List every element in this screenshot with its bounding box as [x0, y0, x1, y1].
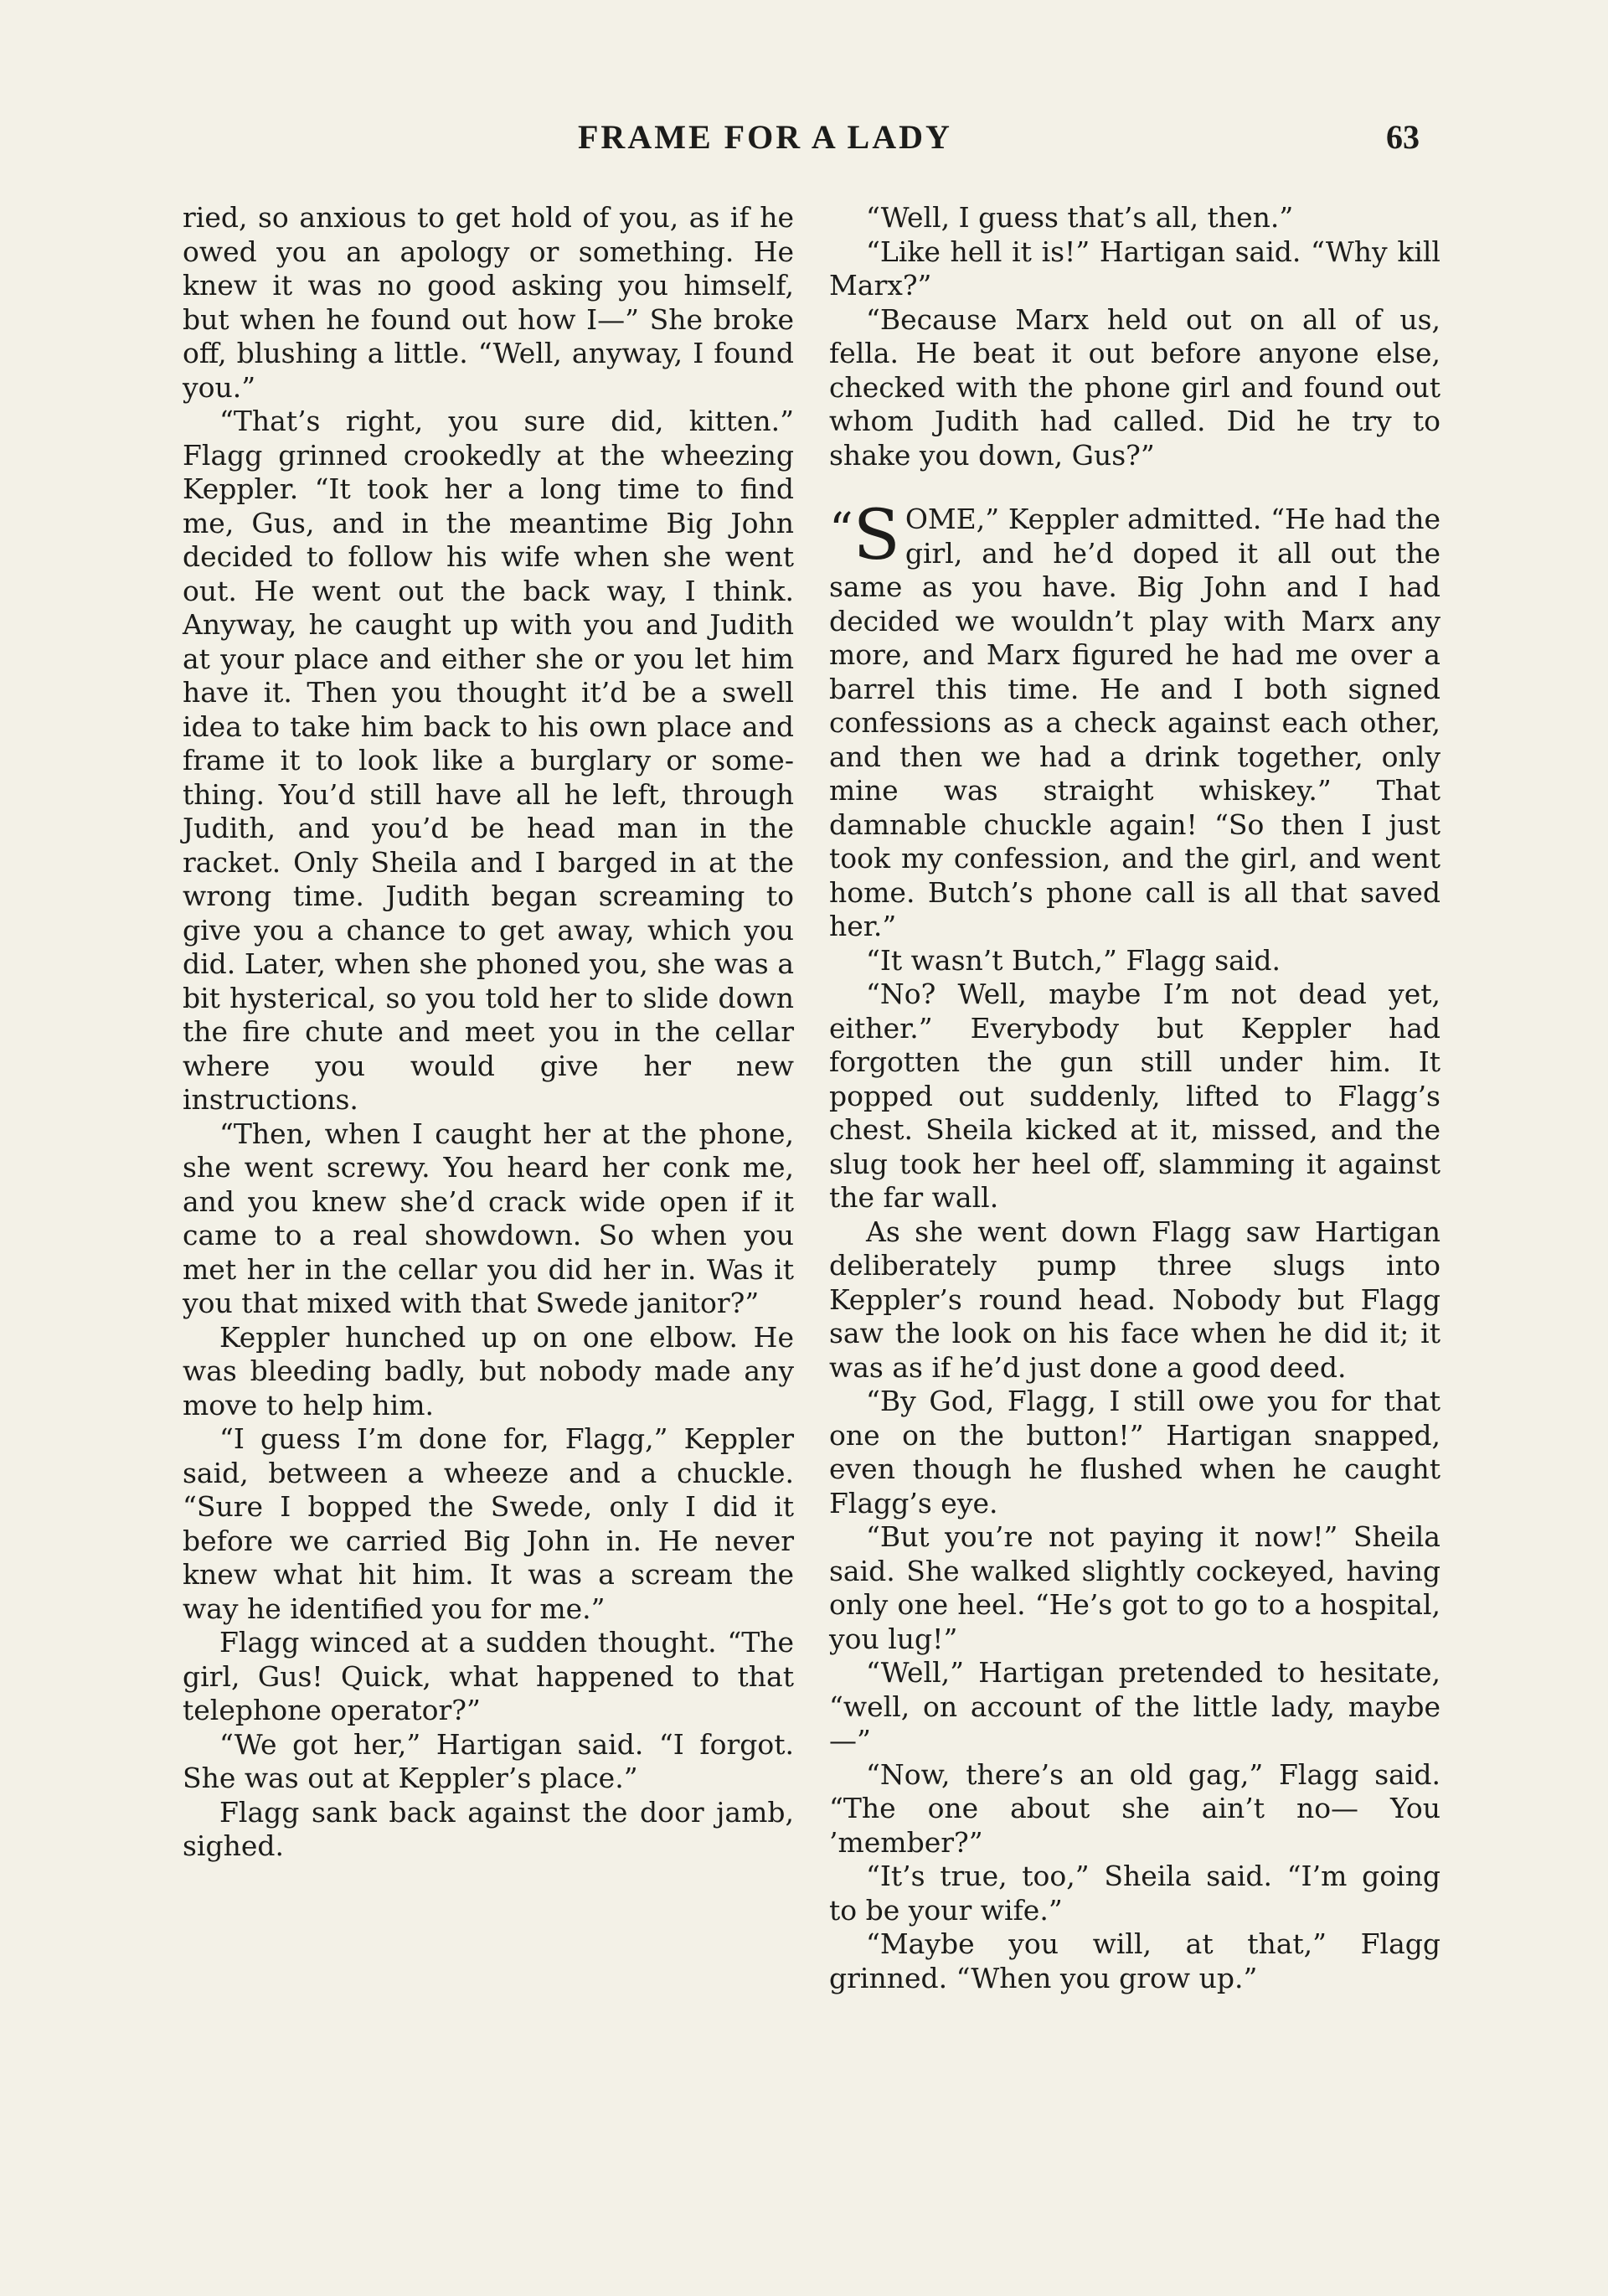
paragraph: “Then, when I caught her at the phone, she went screwy. You heard her conk me, and you knew she’d crack wide open if it came to a real showdown. So when you met her in the cellar you did her in. Was it you that mixed with that Swede janitor?”: [183, 1117, 794, 1319]
running-head: [0, 117, 1608, 168]
paragraph: “Maybe you will, at that,” Flagg grinned. “When you grow up.”: [829, 1927, 1440, 1994]
paragraph: “No? Well, maybe I’m not dead yet, either.” Everybody but Keppler had forgotten the gun still under him. It popped out suddenly, lifted to Flagg’s chest. Sheila kicked at it, missed, and the slug took her heel off, slamming it against the far wall.: [829, 978, 1440, 1214]
drop-cap: [829, 496, 900, 575]
paragraph: “We got her,” Hartigan said. “I forgot. She was out at Keppler’s place.”: [183, 1727, 794, 1794]
right-column: [829, 201, 1440, 1995]
paragraph: “Now, there’s an old gag,” Flagg said. “The one about she ain’t no— You ’member?”: [829, 1757, 1440, 1859]
paragraph: Keppler hunched up on one elbow. He was bleeding badly, but nobody made any move to help him.: [183, 1320, 794, 1421]
paragraph: “It’s true, too,” Sheila said. “I’m going to be your wife.”: [829, 1860, 1440, 1927]
paragraph: Flagg sank back against the door jamb, sighed.: [183, 1795, 794, 1862]
paragraph: “Well,” Hartigan pretended to hesitate, “well, on account of the little lady, maybe—”: [829, 1656, 1440, 1757]
paragraph: ried, so anxious to get hold of you, as if he owed you an apology or something. He knew it was no good asking you himself, but when he found out how I—” She broke off, blushing a little. “Well, anyway, I found you.”: [183, 201, 794, 404]
paragraph: “Because Marx held out on all of us, fella. He beat it out before anyone else, checked with the phone girl and found out whom Judith had called. Did he try to shake you down, Gus?”: [829, 302, 1440, 472]
section-opening-paragraph: [829, 496, 1440, 944]
paragraph: “But you’re not paying it now!” Sheila said. She walked slightly cockeyed, having only one heel. “He’s got to go to a hospital, you lug!”: [829, 1520, 1440, 1655]
paragraph: “Well, I guess that’s all, then.”: [866, 201, 1294, 234]
paragraph: As she went down Flagg saw Hartigan deliberately pump three slugs into Keppler’s round head. Nobody but Flagg saw the look on his face when he did it; it was as if he’d just done a good deed.: [829, 1215, 1440, 1384]
paragraph: “Like hell it is!” Hartigan said. “Why kill Marx?”: [829, 235, 1440, 302]
paragraph: Flagg winced at a sudden thought. “The girl, Gus! Quick, what happened to that telephone operator?”: [183, 1626, 794, 1726]
paragraph: “By God, Flagg, I still owe you for that one on the button!” Hartigan snapped, even though he flushed when he caught Flagg’s eye.: [829, 1385, 1440, 1519]
drop-cap-letter: S: [853, 496, 900, 575]
story-title: FRAME FOR A LADY: [578, 118, 952, 156]
paragraph: “I guess I’m done for, Flagg,” Keppler said, between a wheeze and a chuckle. “Sure I bopped the Swede, only I did it before we carried Big John in. He never knew what hit him. It was a scream the way he identified you for me.”: [183, 1422, 794, 1625]
drop-cap-quote: “: [829, 503, 853, 558]
paragraph: “That’s right, you sure did, kitten.” Flagg grinned crookedly at the wheezing Keppler. “It took her a long time to find me, Gus, and in the meantime Big John decided to follow his wife when she went out. He went out the back way, I think. Anyway, he caught up with you and Judith at your place and either she or you let him have it. Then you thought it’d be a swell idea to take him back to his own place and frame it to look like a burglary or something. You’d still have all he left, through Judith, and you’d be head man in the racket. Only Sheila and I barged in at the wrong time. Judith began screaming to give you a chance to get away, which you did. Later, when she phoned you, she was a bit hysterical, so you told her to slide down the fire chute and meet you in the cellar where you would give her new instructions.: [183, 405, 794, 1116]
paragraph: “It wasn’t Butch,” Flagg said.: [866, 943, 1281, 977]
left-column: [183, 201, 794, 1864]
page-number: 63: [1386, 118, 1420, 156]
drop-cap-paragraph-text: OME,” Keppler admitted. “He had the girl, and he’d doped it all out the same as you have. Big John and I had decided we wouldn’t play with Marx any more, and Marx figured he had me over a barrel this time. He and I both signed confessions as a check against each other, and then we had a drink together, only mine was straight whiskey.” That damnable chuckle again! “So then I just took my confession, and the girl, and went home. Butch’s phone call is all that saved her.”: [829, 503, 1440, 942]
